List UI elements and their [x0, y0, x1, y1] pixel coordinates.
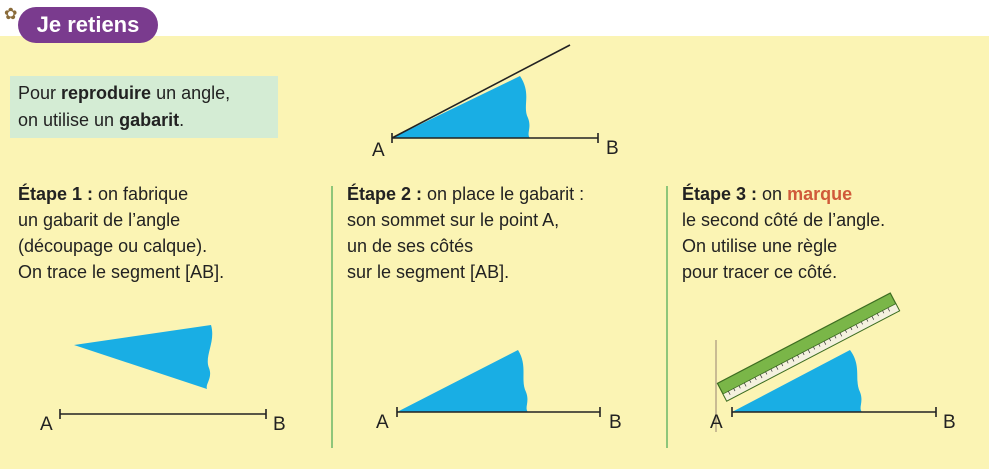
point-a-label: A [372, 140, 385, 161]
section-banner: Je retiens [18, 7, 158, 43]
step1-figure [60, 325, 266, 419]
intro-line-2: on utilise un gabarit. [18, 110, 185, 130]
separator-2 [666, 186, 668, 448]
step2-label: Étape 2 : [347, 184, 423, 204]
separator-1 [331, 186, 333, 448]
step3-point-b: B [943, 412, 956, 433]
top-angle-figure [392, 45, 598, 143]
highlight-word: marque [787, 184, 853, 204]
step2-figure [397, 350, 600, 417]
decoration-icon: ✿ [4, 6, 18, 23]
step3-point-a: A [710, 412, 723, 433]
intro-line-1: Pour reproduire un angle, [18, 83, 231, 103]
step1-text: Étape 1 : on fabrique un gabarit de l’angle (découpage ou calque). On trace le segment [AB]. [18, 184, 225, 282]
step2-point-b: B [609, 412, 622, 433]
step3-figure [716, 293, 936, 432]
step1-point-a: A [40, 414, 53, 435]
step2-text: Étape 2 : on place le gabarit : son sommet sur le point A, un de ses côtés sur le segment [AB]. [347, 184, 585, 282]
step3-label: Étape 3 : [682, 184, 758, 204]
step1-label: Étape 1 : [18, 184, 94, 204]
point-b-label: B [606, 138, 619, 159]
step2-point-a: A [376, 412, 389, 433]
step3-text: Étape 3 : on marque le second côté de l’angle. On utilise une règle pour tracer ce côté. [682, 184, 886, 282]
step1-point-b: B [273, 414, 286, 435]
